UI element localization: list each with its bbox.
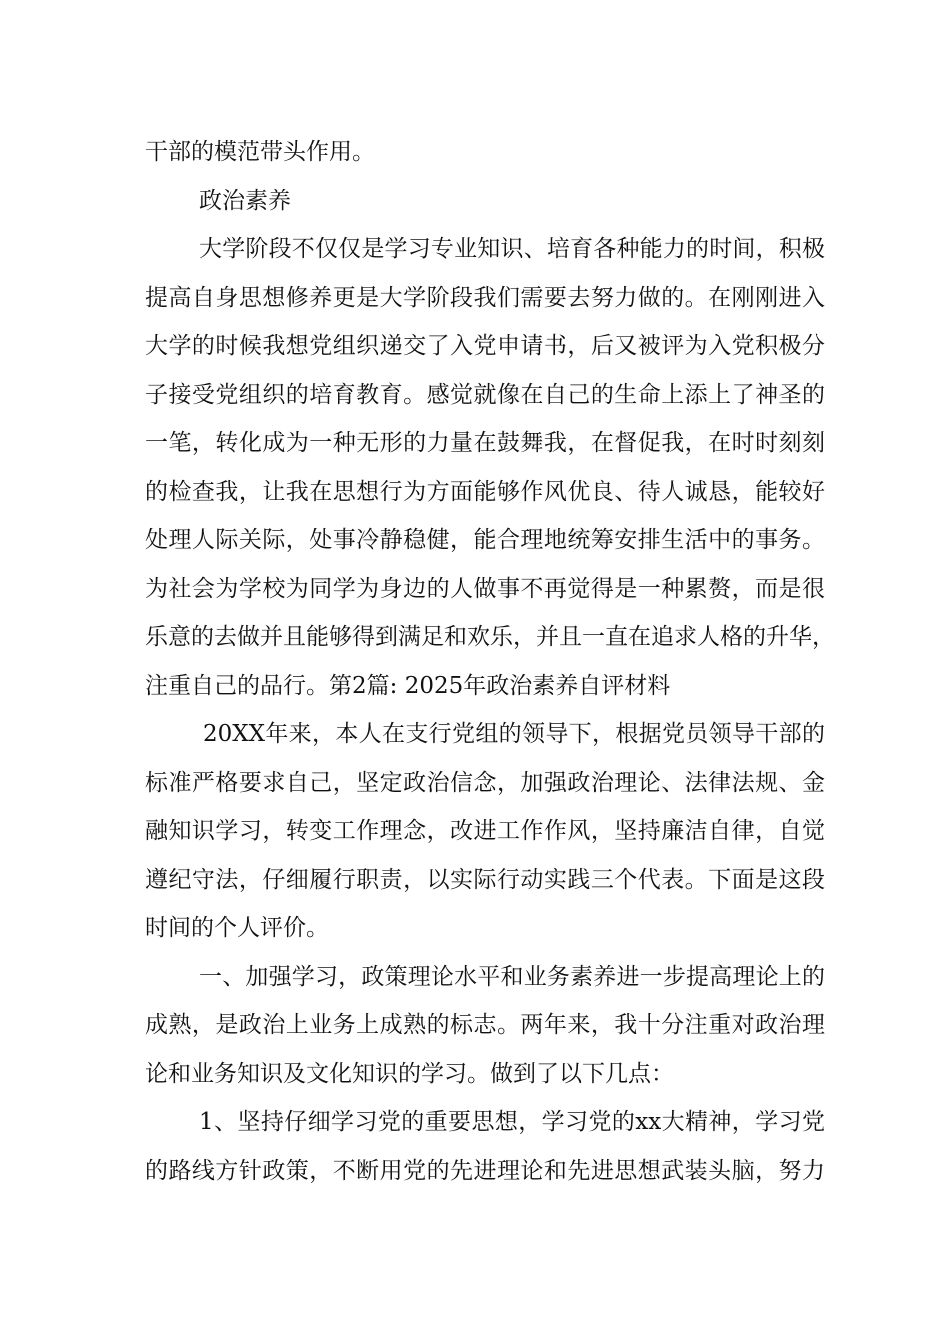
text-line: 的路线方针政策，不断用党的先进理论和先进思想武装头脑，努力: [145, 1157, 825, 1184]
text-line: 20XX年来，本人在支行党组的领导下，根据党员领导干部的: [203, 721, 825, 747]
text-line: 融知识学习，转变工作理念，改进工作作风，坚持廉洁自律，自觉: [145, 818, 825, 844]
text-line: 论和业务知识及文化知识的学习。做到了以下几点：: [145, 1060, 674, 1087]
body-text: [145, 128, 835, 1195]
text-line: 子接受党组织的培育教育。感觉就像在自己的生命上添上了神圣的: [145, 381, 825, 408]
text-line: 标准严格要求自己，坚定政治信念，加强政治理论、法律法规、金: [145, 769, 825, 796]
text-line: 时间的个人评价。: [145, 915, 329, 941]
text-line: 成熟，是政治上业务上成熟的标志。两年来，我十分注重对政治理: [145, 1012, 825, 1038]
text-line: 的检查我，让我在思想行为方面能够作风优良、待人诚恳，能较好: [145, 478, 825, 505]
text-line: 一笔，转化成为一种无形的力量在鼓舞我，在督促我，在时时刻刻: [145, 430, 825, 456]
text-line: 乐意的去做并且能够得到满足和欢乐，并且一直在追求人格的升华，: [145, 624, 835, 650]
text-line: 1、坚持仔细学习党的重要思想，学习党的xx大精神，学习党: [199, 1109, 825, 1135]
text-line: 为社会为学校为同学为身边的人做事不再觉得是一种累赘，而是很: [145, 575, 825, 602]
section-heading: 政治素养: [199, 187, 291, 214]
text-line: 大学的时候我想党组织递交了入党申请书，后又被评为入党积极分: [145, 333, 825, 359]
text-line: 提高自身思想修养更是大学阶段我们需要去努力做的。在刚刚进入: [145, 284, 825, 311]
text-line: 大学阶段不仅仅是学习专业知识、培育各种能力的时间，积极: [199, 236, 825, 262]
text-line: 处理人际关际，处事冷静稳健，能合理地统筹安排生活中的事务。: [145, 527, 825, 553]
text-line: 遵纪守法，仔细履行职责，以实际行动实践三个代表。下面是这段: [145, 866, 825, 893]
text-line: 注重自己的品行。第2篇: 2025年政治素养自评材料: [145, 672, 671, 699]
text-line: 一、加强学习，政策理论水平和业务素养进一步提高理论上的: [199, 963, 825, 990]
text-line: 干部的模范带头作用。: [145, 139, 375, 165]
